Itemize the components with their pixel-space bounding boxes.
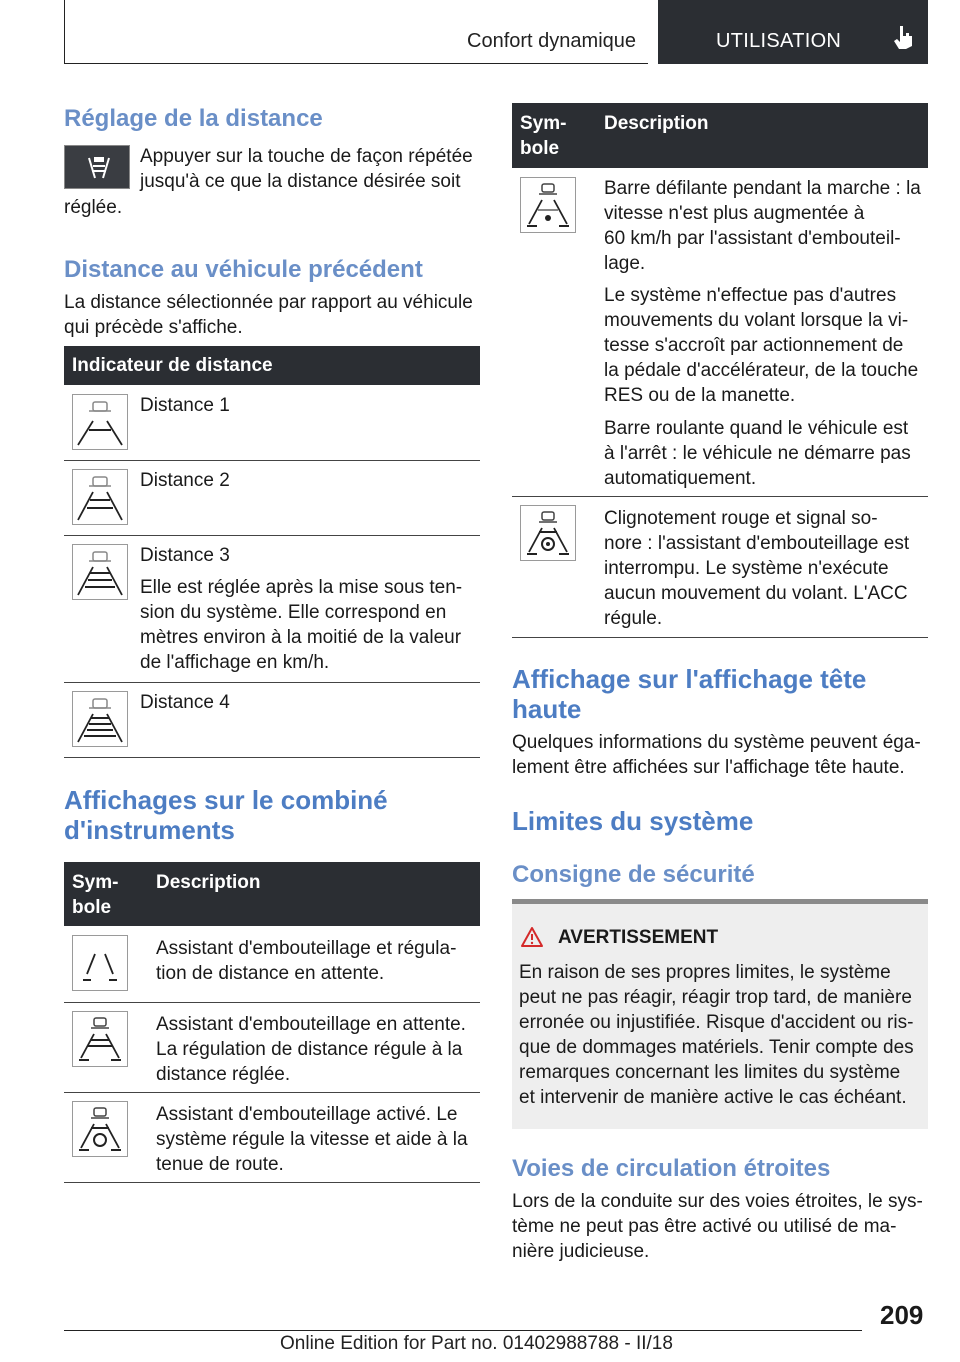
hud-text-line: lement être affichées sur l'affichage tête haute. bbox=[512, 757, 905, 778]
footer-rule bbox=[64, 1330, 862, 1331]
symbol-row-text: nore : l'assistant d'embouteillage est bbox=[604, 533, 910, 554]
symbol-row-text: aucun mouvement du volant. L'ACC bbox=[604, 583, 908, 604]
symbol-row-text: distance réglée. bbox=[156, 1064, 291, 1085]
jam-assist-standby-icon bbox=[72, 1011, 128, 1067]
reglage-text-line: réglée. bbox=[64, 197, 123, 218]
table-row bbox=[64, 682, 480, 758]
symbol-col-header: Sym- bbox=[520, 113, 567, 134]
symbol-row-text: la pédale d'accélérateur, de la touche bbox=[604, 360, 919, 381]
description-col-header: Description bbox=[604, 113, 709, 134]
lanes-text-line: Lors de la conduite sur des voies étroites, le sys- bbox=[512, 1191, 923, 1212]
description-col-header: Description bbox=[156, 872, 261, 893]
symbol-row-text: système régule la vitesse et aide à la bbox=[156, 1129, 468, 1150]
scrolling-bar-icon bbox=[520, 177, 576, 233]
reglage-heading: Réglage de la distance bbox=[64, 105, 323, 132]
symbol-row-text: interrompu. Le système n'exécute bbox=[604, 558, 889, 579]
indicator-row-text: de l'affichage en km/h. bbox=[140, 652, 330, 673]
warning-box bbox=[512, 899, 928, 1129]
chapter-tab bbox=[658, 0, 928, 64]
symbol-row-text: régule. bbox=[604, 608, 663, 629]
symbol-col-header: bole bbox=[520, 138, 560, 159]
distance-text-line: La distance sélectionnée par rapport au véhicule bbox=[64, 292, 473, 313]
indicator-row-text: Distance 1 bbox=[140, 395, 230, 416]
edition-footer: Online Edition for Part no. 01402988788 - II/18 bbox=[280, 1333, 673, 1354]
symbol-row-text: Le système n'effectue pas d'autres bbox=[604, 285, 897, 306]
jam-assist-active-icon bbox=[72, 1101, 128, 1157]
header-divider bbox=[64, 0, 65, 64]
symbol-row-text: automatiquement. bbox=[604, 468, 757, 489]
symbol-row-text: vitesse n'est plus augmentée à bbox=[604, 203, 865, 224]
distance-1-icon bbox=[72, 394, 128, 450]
symbol-row-text: Assistant d'embouteillage en attente. bbox=[156, 1014, 466, 1035]
chapter-title: UTILISATION bbox=[716, 30, 842, 52]
combi-heading: d'instruments bbox=[64, 815, 235, 845]
symbol-row-text: tesse s'accroît par actionnement de bbox=[604, 335, 904, 356]
indicator-row-text: sion du système. Elle correspond en bbox=[140, 602, 447, 623]
warning-triangle-icon bbox=[520, 926, 544, 953]
indicator-row-text: Distance 2 bbox=[140, 470, 230, 491]
distance-button-icon bbox=[64, 145, 130, 189]
reglage-text-line: jusqu'à ce que la distance désirée soit bbox=[140, 171, 461, 192]
indicator-table-header bbox=[64, 346, 480, 385]
page-number: 209 bbox=[880, 1300, 924, 1330]
header-rule bbox=[64, 63, 648, 64]
table-row bbox=[64, 385, 480, 461]
safety-heading: Consigne de sécurité bbox=[512, 861, 755, 888]
lanes-heading: Voies de circulation étroites bbox=[512, 1155, 831, 1182]
symbol-row-text: La régulation de distance régule à la bbox=[156, 1039, 463, 1060]
indicator-row-text: Distance 4 bbox=[140, 692, 230, 713]
section-title: Confort dynamique bbox=[467, 30, 636, 52]
warning-text-line: remarques concernant les limites du système bbox=[519, 1062, 901, 1083]
distance-2-icon bbox=[72, 469, 128, 525]
distance-3-icon bbox=[72, 544, 128, 600]
distance-4-icon bbox=[72, 691, 128, 747]
distance-heading: Distance au véhicule précédent bbox=[64, 256, 423, 283]
symbol-row-text: Barre défilante pendant la marche : la bbox=[604, 178, 921, 199]
symbol-row-text: mouvements du volant lorsque la vi- bbox=[604, 310, 909, 331]
standby-lanes-icon bbox=[72, 935, 128, 991]
warning-label: AVERTISSEMENT bbox=[558, 927, 719, 948]
symbol-table-header bbox=[64, 862, 480, 926]
warning-text-line: erronée ou injustifiée. Risque d'accident ou ris- bbox=[519, 1012, 914, 1033]
symbol-row-text: tenue de route. bbox=[156, 1154, 284, 1175]
interrupted-warning-icon bbox=[520, 505, 576, 561]
symbol-row-text: 60 km/h par l'assistant d'embouteil- bbox=[604, 228, 901, 249]
warning-text-line: En raison de ses propres limites, le système bbox=[519, 962, 891, 983]
indicator-row-text: mètres environ à la moitié de la valeur bbox=[140, 627, 462, 648]
reglage-text-line: Appuyer sur la touche de façon répétée bbox=[140, 146, 473, 167]
table-row bbox=[64, 1002, 480, 1093]
indicator-header-label: Indicateur de distance bbox=[72, 355, 273, 376]
distance-text-line: qui précède s'affiche. bbox=[64, 317, 243, 338]
table-row bbox=[64, 926, 480, 1003]
symbol-row-text: tion de distance en attente. bbox=[156, 963, 385, 984]
warning-text-line: que de dommages matériels. Tenir compte des bbox=[519, 1037, 914, 1058]
hud-text-line: Quelques informations du système peuvent éga- bbox=[512, 732, 921, 753]
symbol-row-text: Assistant d'embouteillage et régula- bbox=[156, 938, 457, 959]
table-row bbox=[64, 1092, 480, 1183]
hand-pointer-icon bbox=[892, 24, 914, 55]
symbol-row-text: RES ou de la manette. bbox=[604, 385, 796, 406]
symbol-col-header: bole bbox=[72, 897, 112, 918]
warning-text-line: peut ne pas réagir, réagir trop tard, de manière bbox=[519, 987, 912, 1008]
indicator-row-text: Distance 3 bbox=[140, 545, 230, 566]
table-row bbox=[64, 535, 480, 683]
symbol-row-text: Barre roulante quand le véhicule est bbox=[604, 418, 909, 439]
table-row bbox=[512, 168, 928, 497]
table-row bbox=[512, 496, 928, 638]
indicator-row-text: Elle est réglée après la mise sous ten- bbox=[140, 577, 463, 598]
warning-text-line: et intervenir de manière active le cas échéant. bbox=[519, 1087, 907, 1108]
symbol-row-text: à l'arrêt : le véhicule ne démarre pas bbox=[604, 443, 911, 464]
hud-heading: Affichage sur l'affichage tête bbox=[512, 664, 867, 694]
hud-heading: haute bbox=[512, 694, 582, 724]
symbol-col-header: Sym- bbox=[72, 872, 119, 893]
symbol-table-header bbox=[512, 103, 928, 168]
symbol-row-text: Clignotement rouge et signal so- bbox=[604, 508, 878, 529]
limits-heading: Limites du système bbox=[512, 806, 754, 836]
table-row bbox=[64, 460, 480, 536]
symbol-row-text: lage. bbox=[604, 253, 646, 274]
combi-heading: Affichages sur le combiné bbox=[64, 785, 388, 815]
lanes-text-line: tème ne peut pas être activé ou utilisé de ma- bbox=[512, 1216, 897, 1237]
symbol-row-text: Assistant d'embouteillage activé. Le bbox=[156, 1104, 458, 1125]
lanes-text-line: nière judicieuse. bbox=[512, 1241, 650, 1262]
